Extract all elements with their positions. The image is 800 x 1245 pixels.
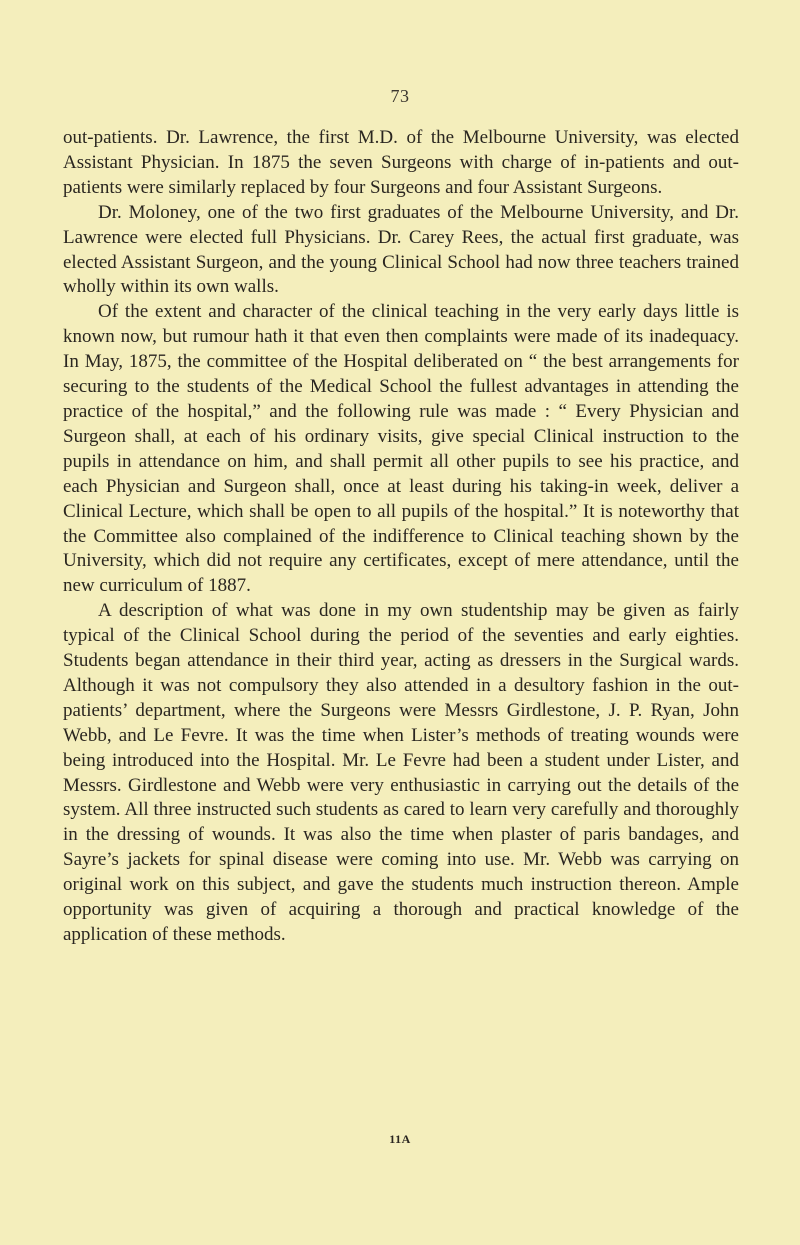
page-number: 73 — [390, 86, 410, 106]
paragraph-2: Dr. Moloney, one of the two first graduates of the Melbourne University, and Dr. Lawrence were elected full Physicians. Dr. Carey Rees, the actual first graduate, was elected Assistant Surgeon, and the young Clinical School had now three teachers trained wholly within its own walls. — [63, 201, 739, 298]
paragraph-1: out-patients. Dr. Lawrence, the first M.D. of the Melbourne University, was elected Assistant Physician. In 1875 the seven Surgeons with charge of in-patients and out-patients were similarly replaced by four Surgeons and four Assistant Surgeons. — [63, 127, 739, 198]
paragraph-3: Of the extent and character of the clinical teaching in the very early days little is known now, but rumour hath it that even then complaints were made of its inadequacy. In May, 1875, the committee of the Hospital deliberated on “ the best arrangements for securing to the students of the Medical School the fullest advantages in attending the practice of the hospital,” and the following rule was made : “ Every Physician and Surgeon shall, at each of his ordinary visits, give special Clinical instruction to the pupils in attendance on him, and shall permit all other pupils to see his practice, and each Physician and Surgeon shall, once at least during his taking-in week, deliver a Clinical Lecture, which shall be open to all pupils of the hospital.” It is noteworthy that the Committee also complained of the indifference to Clinical teaching shown by the University, which did not require any certificates, except of mere attendance, until the new curriculum of 1887. — [63, 301, 739, 597]
printer-signature-mark: 11A — [389, 1132, 411, 1146]
paragraph-4: A description of what was done in my own studentship may be given as fairly typical of the Clinical School during the period of the seventies and early eighties. Students began attendance in their third year, acting as dressers in the Surgical wards. Although it was not compulsory they also attended in a desultory fashion in the out-patients’ department, where the Surgeons were Messrs Girdlestone, J. P. Ryan, John Webb, and Le Fevre. It was the time when Lister’s methods of treating wounds were being introduced into the Hospital. Mr. Le Fevre had been a student under Lister, and Messrs. Girdlestone and Webb were very enthusiastic in carrying out the details of the system. All three instructed such students as cared to learn very carefully and thoroughly in the dressing of wounds. It was also the time when plaster of paris bandages, and Sayre’s jackets for spinal disease were coming into use. Mr. Webb was carrying on original work on this subject, and gave the students much instruction thereon. Ample opportunity was given of acquiring a thorough and practical knowledge of the application of these methods. — [63, 600, 739, 945]
body-text — [63, 126, 739, 948]
